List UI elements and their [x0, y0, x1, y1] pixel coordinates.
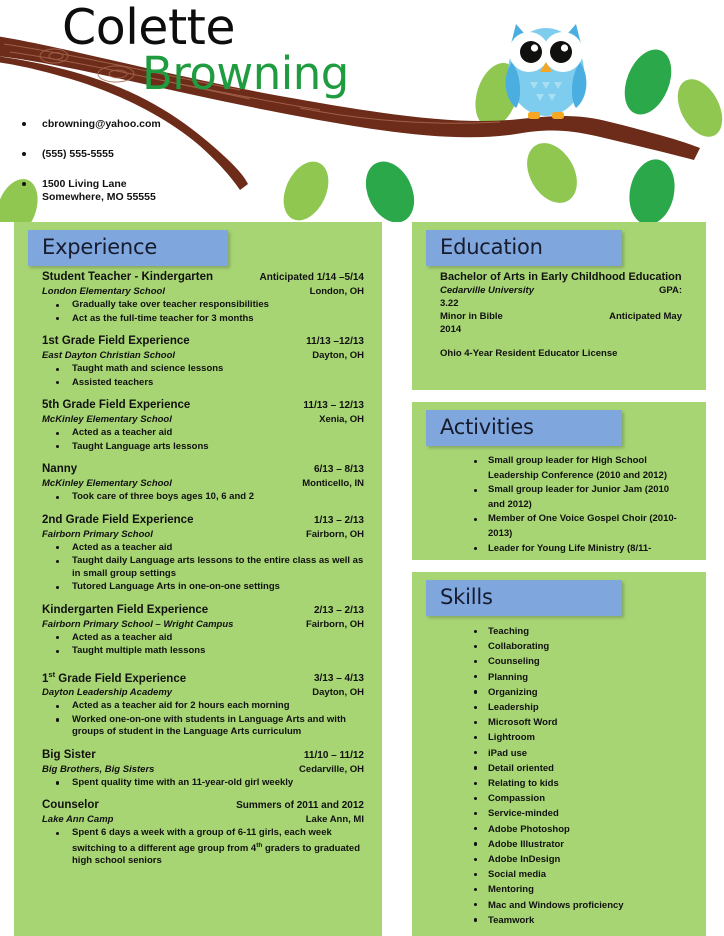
- resume-header: [0, 0, 724, 222]
- education-minor: Minor in Bible: [440, 311, 503, 322]
- entry-title: Kindergarten Field Experience: [42, 603, 209, 616]
- list-item: Mentoring: [426, 882, 692, 897]
- bullet-item: Gradually take over teacher responsibilities: [42, 299, 364, 312]
- list-item: Teaching: [426, 624, 692, 639]
- entry-date: 11/13 –12/13: [306, 336, 364, 347]
- entry-date: 11/10 – 11/12: [303, 749, 364, 761]
- entry-location: Fairborn, OH: [305, 618, 364, 630]
- entry-title-ordinal-suffix: st: [48, 669, 56, 679]
- entry-org: McKinley Elementary School: [42, 414, 172, 425]
- list-item: Mac and Windows proficiency: [426, 898, 692, 913]
- list-item: Small group leader for Junior Jam (2010 and 2012): [426, 483, 692, 512]
- entry-title: Big Sister: [42, 748, 96, 761]
- section-header-experience: [28, 230, 228, 266]
- education-minor-row: [440, 310, 682, 323]
- list-item: Social media: [426, 867, 692, 882]
- entry-date: 6/13 – 8/13: [313, 464, 364, 475]
- entry-bullets: [42, 632, 364, 658]
- section-title-skills: Skills: [440, 585, 493, 609]
- bullet-item: Assisted teachers: [42, 377, 364, 390]
- entry-title: Counselor: [42, 799, 99, 812]
- entry-title: Student Teacher - Kindergarten: [42, 271, 214, 283]
- entry-location: Dayton, OH: [312, 350, 364, 361]
- bullet-text-post: graders to graduated high school seniors: [72, 842, 361, 867]
- entry-bullets: [42, 299, 364, 325]
- list-item: Adobe Photoshop: [426, 822, 692, 837]
- entry-org: London Elementary School: [42, 286, 165, 297]
- bullet-item: Taught daily Language arts lessons to the entire class as well as in small group settings: [42, 555, 364, 580]
- entry-date: 3/13 – 4/13: [313, 673, 364, 685]
- bullet-item: Worked one-on-one with students in Language Arts and with groups of student in the Language Arts curriculum: [42, 714, 364, 739]
- bullet-item: Acted as a teacher aid: [42, 632, 364, 645]
- entry-date: 11/13 – 12/13: [303, 400, 364, 411]
- list-item: Lightroom: [426, 730, 692, 745]
- entry-location: Fairborn, OH: [305, 528, 364, 540]
- list-item: Microsoft Word: [426, 715, 692, 730]
- activities-list: [426, 454, 692, 556]
- contact-phone-text: (555) 555-5555: [42, 148, 114, 160]
- list-item: Organizing: [426, 685, 692, 700]
- bullet-item: Acted as a teacher aid: [42, 427, 364, 440]
- experience-entry: [28, 462, 368, 504]
- entry-title: 2nd Grade Field Experience: [42, 513, 194, 526]
- entry-location: Xenia, OH: [319, 414, 364, 425]
- entry-org: Lake Ann Camp: [42, 814, 114, 826]
- experience-entry: [28, 798, 368, 868]
- left-column: [14, 222, 382, 936]
- resume-body: [0, 222, 724, 936]
- entry-org: Dayton Leadership Academy: [42, 687, 173, 699]
- experience-panel: [14, 222, 382, 936]
- entry-location: Lake Ann, MI: [305, 814, 364, 826]
- list-item: Collaborating: [426, 639, 692, 654]
- entry-bullets: [42, 491, 364, 504]
- skills-panel: [412, 572, 706, 936]
- activities-panel: [412, 402, 706, 560]
- experience-entry: [28, 270, 368, 325]
- list-item: iPad use: [426, 746, 692, 761]
- list-item: Planning: [426, 670, 692, 685]
- entry-date: Anticipated 1/14 –5/14: [259, 272, 364, 283]
- experience-entry: [28, 667, 368, 739]
- list-item: Leader for Young Life Ministry (8/11-: [426, 542, 692, 557]
- experience-entry: [28, 748, 368, 790]
- entry-org: Big Brothers, Big Sisters: [42, 763, 155, 775]
- experience-entry: [28, 603, 368, 658]
- education-school: Cedarville University: [440, 285, 534, 296]
- right-column: [412, 222, 706, 936]
- list-item: Service-minded: [426, 806, 692, 821]
- list-item: Leadership: [426, 700, 692, 715]
- section-header-activities: [426, 410, 622, 446]
- list-item: Small group leader for High School Leadership Conference (2010 and 2012): [426, 454, 692, 483]
- entry-org: Fairborn Primary School: [42, 528, 153, 540]
- section-header-skills: [426, 580, 622, 616]
- contact-address: [16, 178, 161, 204]
- entry-org: McKinley Elementary School: [42, 478, 172, 489]
- bullet-item: Taught math and science lessons: [42, 363, 364, 376]
- education-gpa-label: GPA:: [658, 285, 682, 296]
- entry-date: 1/13 – 2/13: [313, 514, 364, 526]
- education-degree: Bachelor of Arts in Early Childhood Education: [440, 271, 682, 283]
- experience-entry: [28, 334, 368, 389]
- contact-list: [16, 118, 161, 221]
- contact-address-line2: Somewhere, MO 55555: [42, 191, 156, 203]
- contact-address-line1: 1500 Living Lane: [42, 178, 127, 190]
- entry-location: Cedarville, OH: [299, 763, 364, 775]
- bullet-item: Act as the full-time teacher for 3 months: [42, 313, 364, 326]
- bullet-item: Acted as a teacher aid: [42, 542, 364, 555]
- entry-title-number: 1: [42, 672, 49, 685]
- education-details: [426, 270, 692, 360]
- section-title-education: Education: [440, 235, 543, 259]
- entry-title-rest: Grade Field Experience: [55, 672, 187, 685]
- contact-email-text: cbrowning@yahoo.com: [42, 118, 161, 130]
- section-title-activities: Activities: [440, 415, 534, 439]
- entry-bullets: [42, 777, 364, 790]
- contact-email[interactable]: [16, 118, 161, 131]
- bullet-ordinal-suffix: th: [256, 841, 263, 849]
- list-item: Detail oriented: [426, 761, 692, 776]
- entry-bullets: [42, 827, 364, 868]
- entry-org: Fairborn Primary School – Wright Campus: [42, 618, 234, 630]
- entry-bullets: [42, 700, 364, 739]
- entry-title: [42, 667, 186, 687]
- bullet-item: Taught Language arts lessons: [42, 441, 364, 454]
- education-panel: [412, 222, 706, 390]
- bullet-item: Tutored Language Arts in one-on-one settings: [42, 581, 364, 594]
- entry-location: Monticello, IN: [302, 478, 364, 489]
- entry-title: 1st Grade Field Experience: [42, 335, 190, 347]
- education-gpa-value: 3.22: [440, 298, 459, 309]
- entry-date: 2/13 – 2/13: [313, 604, 364, 616]
- candidate-name: [62, 2, 482, 98]
- entry-location: London, OH: [309, 286, 364, 297]
- bullet-item: Took care of three boys ages 10, 6 and 2: [42, 491, 364, 504]
- list-item: Teamwork: [426, 913, 692, 928]
- entry-location: Dayton, OH: [312, 687, 364, 699]
- entry-date: Summers of 2011 and 2012: [236, 800, 364, 812]
- education-grad-year: 2014: [440, 324, 462, 335]
- section-header-education: [426, 230, 622, 266]
- contact-phone[interactable]: [16, 148, 161, 161]
- owl-icon: [506, 24, 587, 119]
- entry-title: Nanny: [42, 463, 78, 475]
- experience-entry: [28, 398, 368, 453]
- bullet-item: Acted as a teacher aid for 2 hours each morning: [42, 700, 364, 713]
- skills-list: [426, 624, 692, 928]
- entry-org: East Dayton Christian School: [42, 350, 176, 361]
- bullet-item: Taught multiple math lessons: [42, 645, 364, 658]
- entry-bullets: [42, 363, 364, 389]
- entry-bullets: [42, 427, 364, 453]
- bullet-item: [42, 827, 364, 868]
- last-name: Browning: [142, 47, 349, 100]
- section-title-experience: Experience: [42, 235, 158, 259]
- list-item: Counseling: [426, 654, 692, 669]
- list-item: Adobe InDesign: [426, 852, 692, 867]
- list-item: Adobe Illustrator: [426, 837, 692, 852]
- experience-entry: [28, 513, 368, 594]
- education-school-row: [440, 284, 682, 297]
- entry-bullets: [42, 542, 364, 594]
- bullet-item: Spent quality time with an 11-year-old girl weekly: [42, 777, 364, 790]
- entry-title: 5th Grade Field Experience: [42, 399, 191, 411]
- bullet-text-pre: Spent 6 days a week with a group of 6-11 girls, each week switching to a different age group from 4: [72, 827, 332, 854]
- education-grad-label: Anticipated May: [609, 311, 682, 322]
- list-item: Compassion: [426, 791, 692, 806]
- list-item: Relating to kids: [426, 776, 692, 791]
- education-license: Ohio 4-Year Resident Educator License: [440, 348, 618, 359]
- first-name: Colette: [62, 0, 236, 56]
- list-item: Member of One Voice Gospel Choir (2010-2013): [426, 512, 692, 541]
